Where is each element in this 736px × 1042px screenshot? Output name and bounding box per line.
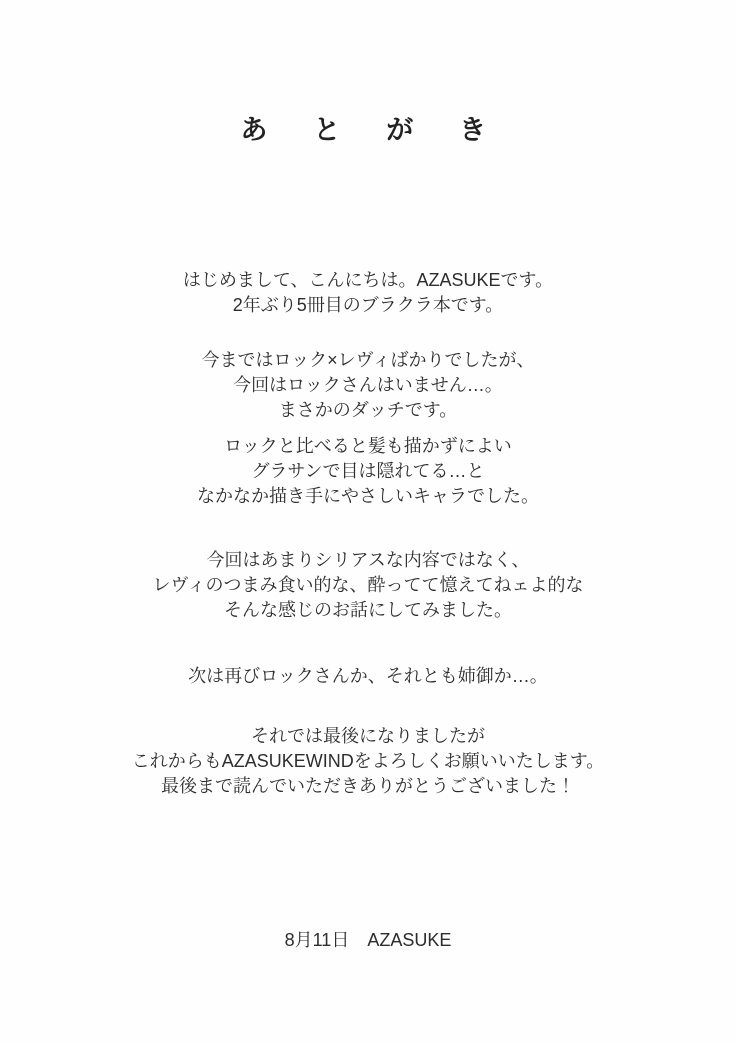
text-line: はじめまして、こんにちは。AZASUKEです。 [182, 270, 554, 290]
signature-line: 8月11日 AZASUKE [284, 930, 452, 950]
paragraph-pairing [0, 348, 736, 423]
text-line: そんな感じのお話にしてみました。 [224, 600, 512, 620]
text-line: まさかのダッチです。 [278, 400, 458, 420]
text-line: それでは最後になりましたが [251, 726, 485, 746]
paragraph-intro [0, 268, 736, 318]
paragraph-closing [0, 724, 736, 799]
text-line: 最後まで読んでいただきありがとうございました！ [161, 776, 575, 796]
text-line: 今まではロック×レヴィばかりでしたが、 [201, 350, 535, 370]
text-line: ロックと比べると髪も描かずによい [224, 436, 512, 456]
text-line: 今回はロックさんはいません…。 [233, 375, 503, 395]
page-title: あ と が き [240, 115, 496, 145]
paragraph-character [0, 434, 736, 509]
text-line: レヴィのつまみ食い的な、酔ってて憶えてねェよ的な [152, 575, 584, 595]
text-line: これからもAZASUKEWINDをよろしくお願いいたします。 [131, 751, 605, 771]
paragraph-next [0, 664, 736, 689]
text-line: 2年ぶり5冊目のブラクラ本です。 [232, 295, 504, 315]
text-line: 今回はあまりシリアスな内容ではなく、 [206, 550, 530, 570]
text-line: なかなか描き手にやさしいキャラでした。 [197, 486, 539, 506]
paragraph-story [0, 548, 736, 623]
text-line: 次は再びロックさんか、それとも姉御か…。 [188, 666, 548, 686]
text-line: グラサンで目は隠れてる…と [251, 461, 485, 481]
